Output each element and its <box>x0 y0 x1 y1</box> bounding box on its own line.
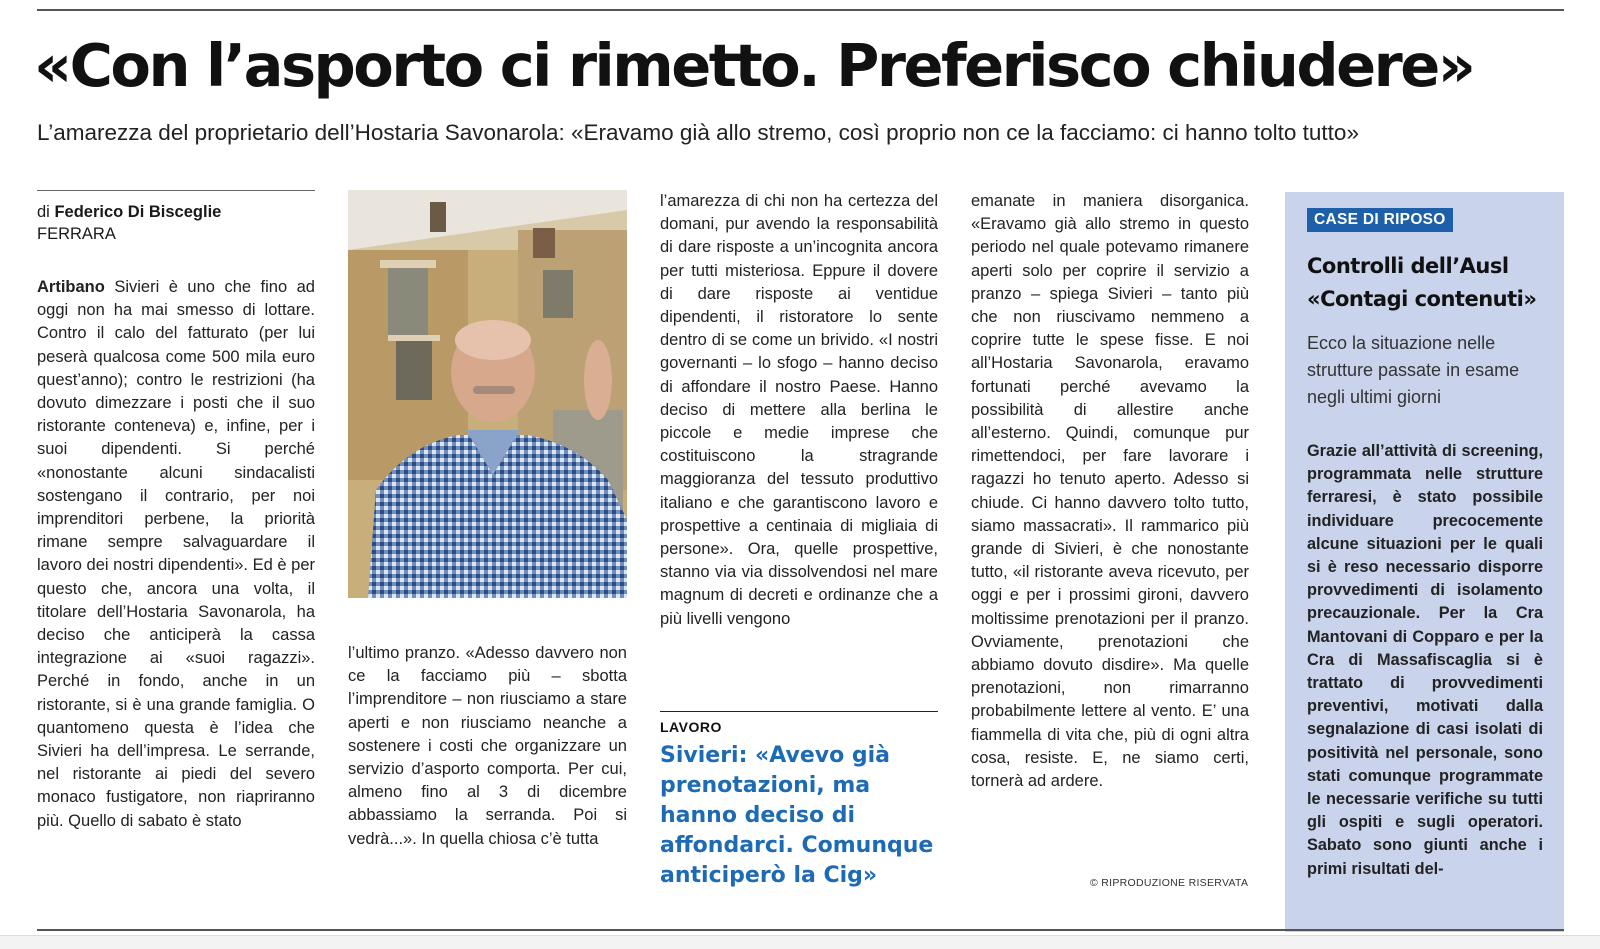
sidebar-lead-word: Grazie <box>1307 442 1357 460</box>
sidebar-subtitle: Ecco la situazione nelle strutture passate in esame negli ultimi giorni <box>1307 333 1520 407</box>
bottom-strip <box>0 935 1600 949</box>
headline: «Con l’asporto ci rimetto. Preferisco chiudere» <box>34 31 1474 100</box>
sidebar-body <box>1307 440 1543 881</box>
sidebar-box <box>1285 192 1564 932</box>
article-col3-text: l’amarezza di chi non ha certezza del domani, pur avendo la responsabilità di dare risposte a un’incognita ancora per tutti misteriosa. Eppure il dovere di dare risposte ai ventidue dipendenti, il ristoratore lo sente dentro di se come un brivido. «I nostri governanti – lo sfogo – hanno deciso di affondare il nostro Paese. Hanno deciso di mettere alla berlina le piccole e medie imprese che costituiscono la stragrande maggioranza del tessuto produttivo italiano e che garantiscono lavoro e prospettive a centinaia di migliaia di persone». Ora, quelle prospettive, stanno via via dissolvendosi nel mare magnum di decreti e ordinanze che a più livelli vengono <box>660 192 938 628</box>
top-rule <box>37 9 1564 11</box>
byline-author: Federico Di Bisceglie <box>54 203 222 221</box>
byline-prefix: di <box>37 203 50 221</box>
box-kicker: LAVORO <box>660 719 722 735</box>
article-column-4 <box>971 190 1249 793</box>
article-column-2 <box>348 642 627 851</box>
article-col4-text: emanate in maniera disorganica. «Eravamo già allo stremo in questo periodo nel quale potevamo rimanere aperti solo per coprire il servizio a pranzo – spiega Sivieri – tanto più che non riuscivamo nemmeno a coprire tutte le spese fisse. E noi all’Hostaria Savonarola, eravamo fortunati perché avevamo la possibilità di allestire anche all’esterno. Quindi, comunque pur rimettendoci, per fare lavorare i ragazzi ho tenuto aperto. Adesso si chiude. Ci hanno davvero tolto tutto, siamo massacrati». Il rammarico più grande di Sivieri, è che nonostante tutto, «il ristorante aveva ricevuto, per oggi e per i prossimi gironi, davvero moltissime prenotazioni per il pranzo. Ovviamente, prenotazioni che abbiamo dovuto disdire». Ma quelle prenotazioni, non rimarranno probabilmente lettere al vento. E’ una fiammella di vita che, più di ogni altra cosa, resiste. E, ne siamo certi, tornerà ad ardere. <box>971 192 1249 791</box>
article-col1-text: Sivieri è uno che fino ad oggi non ha mai smesso di lottare. Contro il calo del fatturato (per lui peserà qualcosa come 500 mila euro quest’anno); contro le restrizioni (ha dovuto dimezzare i posti che il suo ristorante conteneva) e, infine, per i suoi dipendenti. Si perché «nonostante alcuni sindacalisti sostengano il contrario, per noi imprenditori perbene, la priorità rimane sempre salvaguardare il lavoro dei nostri dipendenti». Ed è per questo che, ancora una volta, il titolare dell’Hostaria Savonarola, ha deciso che anticiperà la cassa integrazione ai «suoi ragazzi». Perché in fondo, anche in un ristorante, si è una grande famiglia. O quantomeno questa è l’idea che Sivieri ha dell’impresa. Le serrande, nel ristorante ai piedi del severo monaco fustigatore, non riapriranno più. Quello di sabato è stato <box>37 278 315 830</box>
article-col2-text: l’ultimo pranzo. «Adesso davvero non ce la facciamo più – sbotta l’imprenditore – non riusciamo a stare aperti e non riusciamo neanche a sostenere i costi che organizzare un servizio d’asporto comporta. Per cui, almeno fino al 3 di dicembre abbassiamo la serranda. Poi si vedrà...». In quella chiosa c’è tutta <box>348 644 627 848</box>
article-column-1 <box>37 276 315 833</box>
box-title: Sivieri: «Avevo già prenotazioni, ma hanno deciso di affondarci. Comunque anticiperò la Cig» <box>660 743 934 888</box>
article-photo <box>348 190 627 598</box>
byline <box>37 201 221 245</box>
sidebar-title-line2: «Contagi contenuti» <box>1307 287 1537 311</box>
sidebar-tag: CASE DI RIPOSO <box>1307 208 1453 232</box>
subheadline: L’amarezza del proprietario dell’Hostaria Savonarola: «Eravamo già allo stremo, così proprio non ce la facciamo: ci hanno tolto tutto» <box>37 120 1359 145</box>
article-column-3 <box>660 190 938 631</box>
byline-city: FERRARA <box>37 225 116 243</box>
copyright-notice: © RIPRODUZIONE RISERVATA <box>1090 877 1249 889</box>
sidebar-body-text: all’attività di screening, programmata nelle strutture ferraresi, è stato possibile individuare precocemente alcune situazioni per le quali si è reso necessario disporre provvedimenti di isolamento precauzionale. Per la Cra Mantovani di Copparo e per la Cra di Massafiscaglia si è trattato di provvedimenti preventivi, motivati dalla segnalazione di casi isolati di positività nel personale, sono stati comunque programmate le necessarie verifiche su tutti gli ospiti e sugli operatori. Sabato sono giunti anche i primi risultati del- <box>1307 442 1543 878</box>
bottom-rule <box>37 929 1564 931</box>
box-rule <box>660 711 938 712</box>
sidebar-title <box>1307 250 1559 316</box>
byline-rule <box>37 190 315 191</box>
article-lead-word: Artibano <box>37 278 105 296</box>
sidebar-title-line1: Controlli dell’Ausl <box>1307 254 1509 278</box>
